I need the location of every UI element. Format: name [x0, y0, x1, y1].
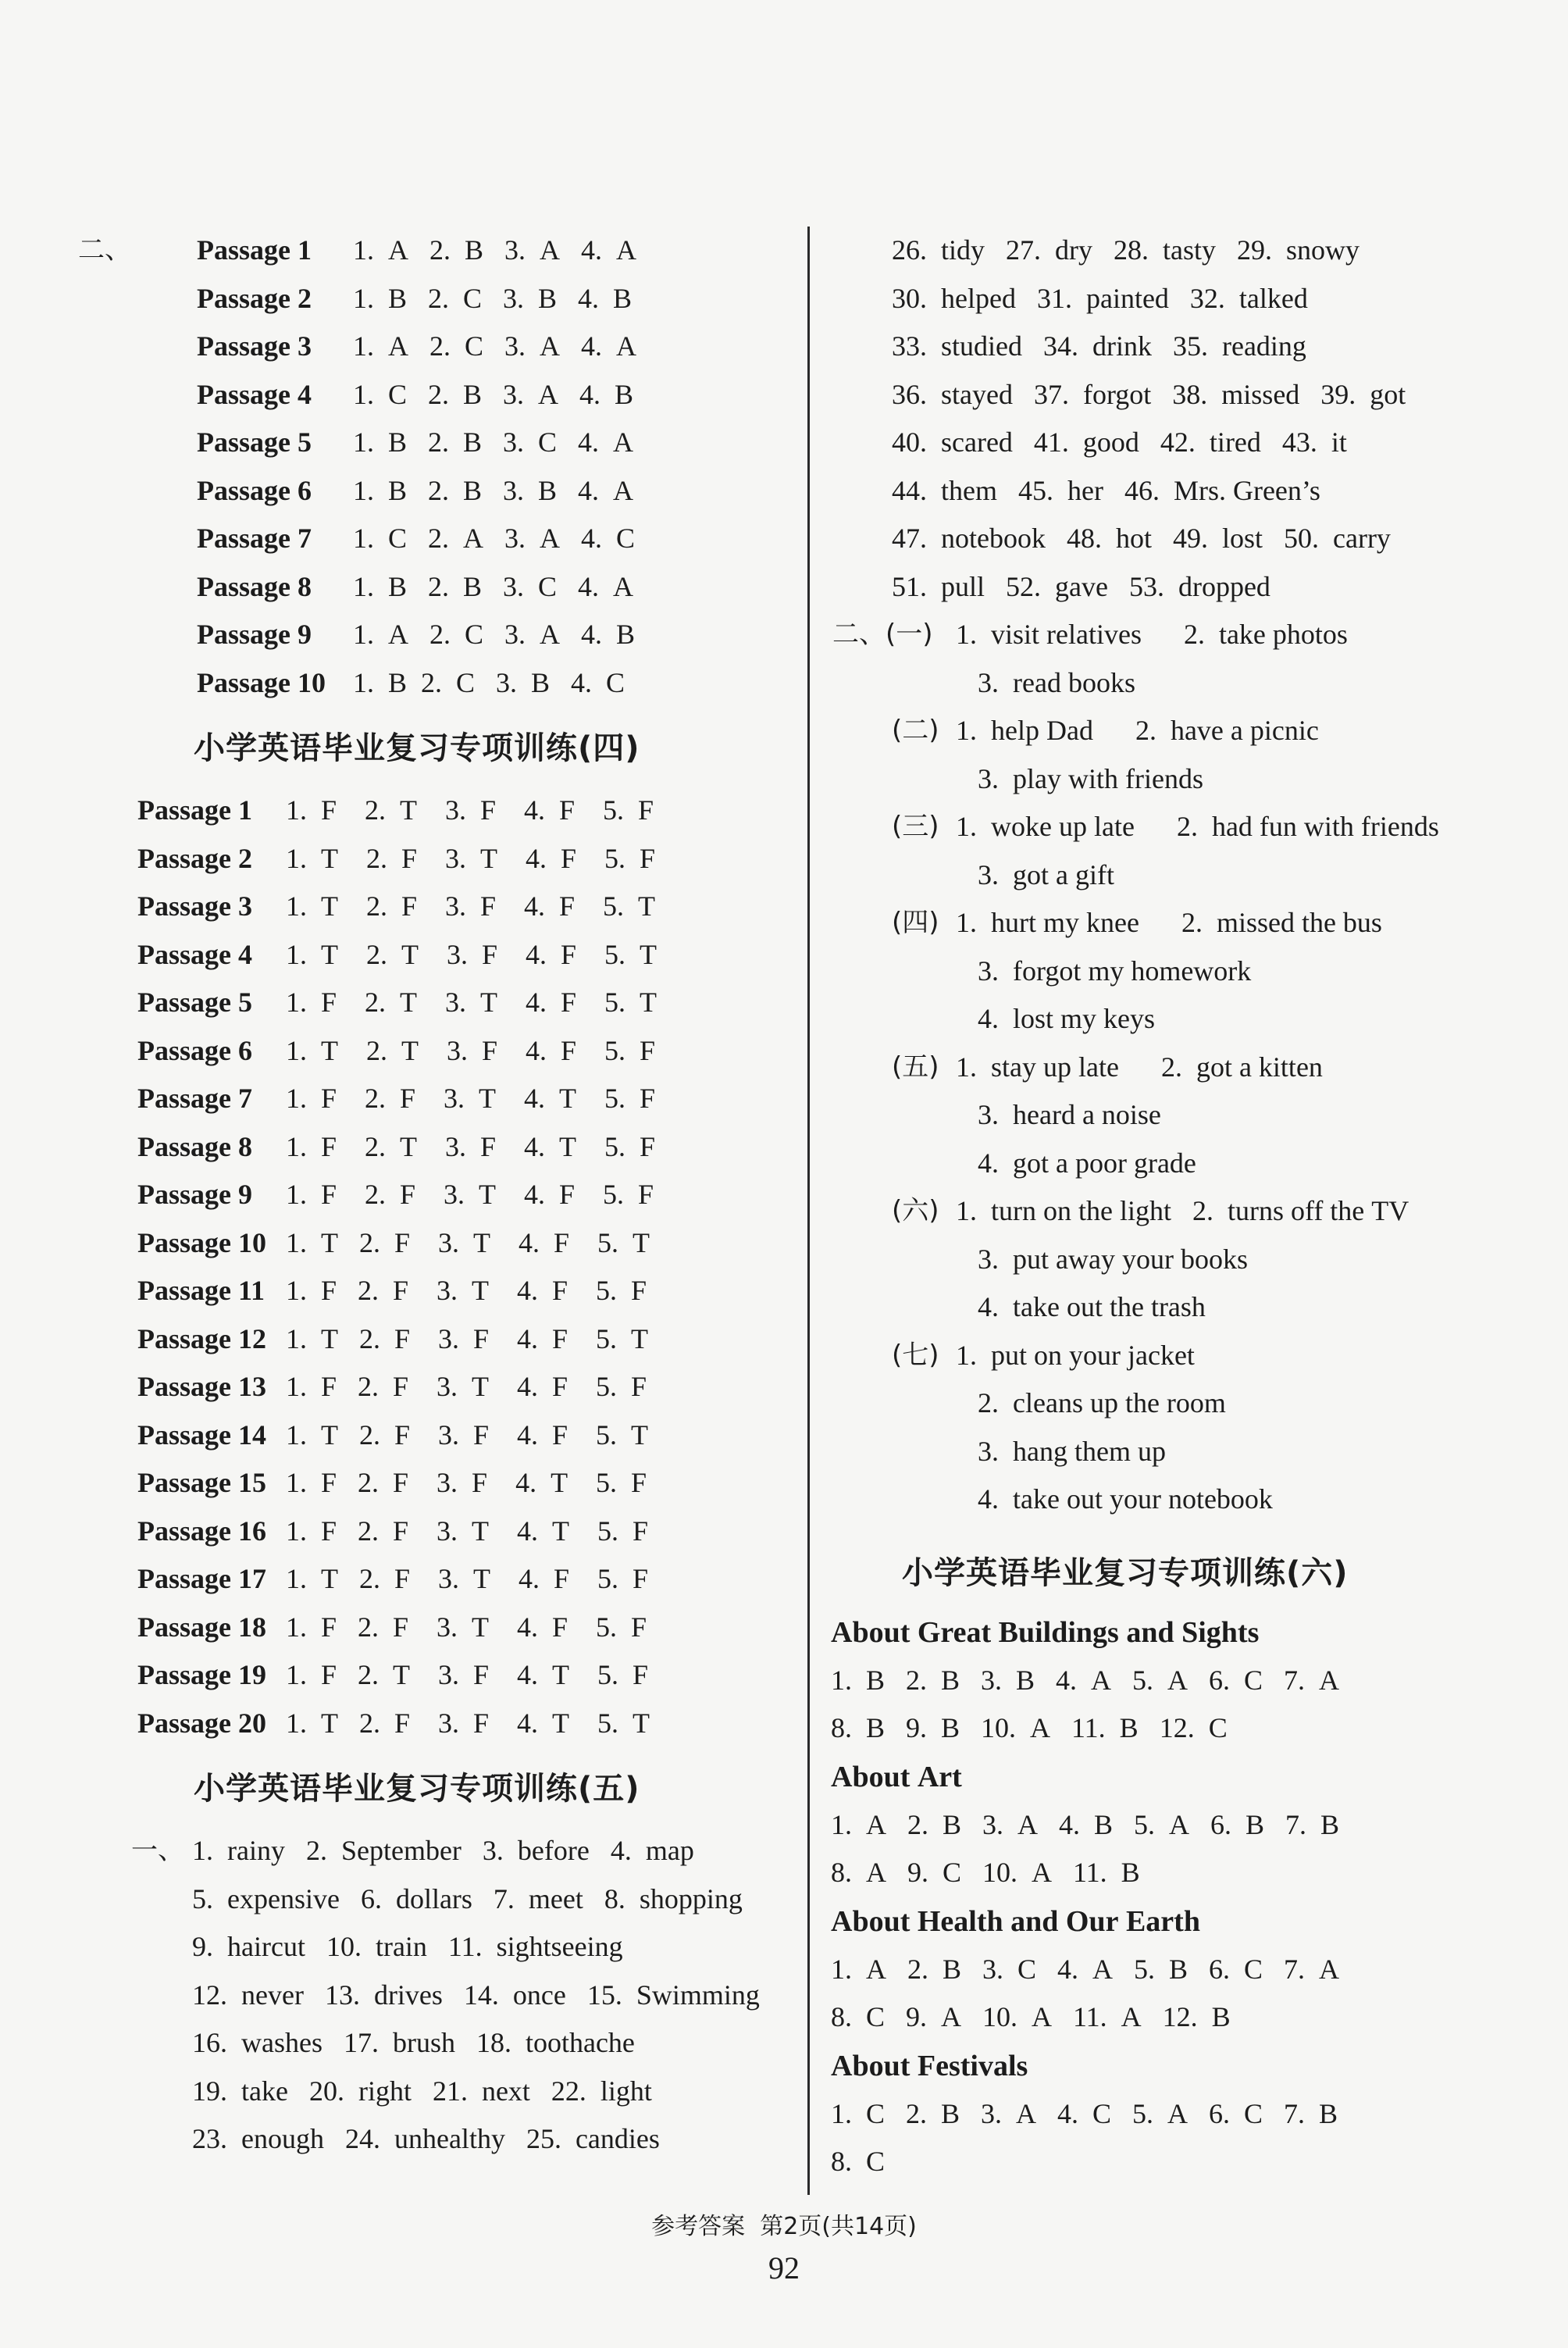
group-answer: 3. put away your books	[978, 1243, 1248, 1275]
group-line	[828, 803, 1531, 851]
answer-line	[828, 2090, 1531, 2139]
passage-label: Passage 1	[197, 234, 312, 266]
passage-row	[137, 1267, 781, 1315]
passage-row	[137, 1459, 781, 1508]
group-answer: 4. got a poor grade	[978, 1147, 1196, 1179]
group-answer: 1. visit relatives 2. take photos	[956, 619, 1348, 650]
group-line	[828, 1283, 1531, 1332]
passage-answers: 1. T 2. F 3. F 4. F 5. T	[286, 890, 656, 922]
passage-answers: 1. T 2. F 3. T 4. F 5. F	[286, 842, 656, 874]
passage-answers: 1. T 2. F 3. F 4. T 5. T	[286, 1707, 650, 1739]
answer-line	[828, 1849, 1531, 1897]
passage-label: Passage 14	[137, 1418, 266, 1451]
group-label: (六)	[892, 1195, 939, 1226]
answer-line	[125, 1923, 781, 1972]
right-column	[828, 227, 1531, 2186]
passage-row	[137, 1700, 781, 1748]
subsection-title: About Festivals	[831, 2049, 1028, 2082]
answer-line	[828, 1657, 1531, 1705]
group-line	[828, 1379, 1531, 1428]
passage-label: Passage 3	[197, 330, 312, 362]
passage-row	[137, 1411, 781, 1460]
answer-text: 44. them 45. her 46. Mrs. Green’s	[892, 474, 1320, 506]
group-answer: 1. turn on the light 2. turns off the TV	[956, 1195, 1409, 1226]
group-answer: 1. stay up late 2. got a kitten	[956, 1051, 1323, 1083]
passage-label: Passage 18	[137, 1611, 266, 1643]
passage-row	[125, 275, 781, 323]
group-answer: 1. woke up late 2. had fun with friends	[956, 811, 1439, 842]
part-label: 二、	[78, 234, 131, 266]
passage-answers: 1. B 2. C 3. B 4. B	[353, 282, 633, 314]
passage-answers: 1. T 2. F 3. T 4. F 5. T	[286, 1226, 650, 1258]
passage-answers: 1. B 2. B 3. C 4. A	[353, 570, 634, 602]
group-line	[828, 659, 1531, 708]
passage-answers: 1. F 2. T 3. F 4. T 5. F	[286, 1130, 656, 1162]
passage-label: Passage 11	[137, 1275, 265, 1306]
passage-row	[137, 835, 781, 883]
passage-answers: 1. T 2. F 3. F 4. F 5. T	[286, 1322, 649, 1354]
passage-label: Passage 5	[137, 987, 252, 1018]
group-line	[828, 1428, 1531, 1476]
passage-row	[137, 1363, 781, 1411]
passage-answers: 1. B 2. C 3. B 4. C	[353, 666, 625, 698]
answer-line	[828, 1946, 1531, 1994]
answer-text: 8. C 9. A 10. A 11. A 12. B	[831, 2001, 1231, 2032]
answer-line	[828, 227, 1531, 275]
group-answer: 3. read books	[978, 666, 1135, 698]
passage-label: Passage 1	[137, 794, 252, 826]
answer-line	[828, 2138, 1531, 2186]
passage-answers: 1. F 2. F 3. F 4. T 5. F	[286, 1467, 647, 1498]
group-answer: 2. cleans up the room	[978, 1387, 1226, 1418]
answer-text: 9. haircut 10. train 11. sightseeing	[192, 1931, 623, 1962]
passage-answers: 1. T 2. F 3. F 4. F 5. T	[286, 1418, 649, 1451]
column-divider	[807, 227, 810, 2195]
passage-row	[125, 371, 781, 419]
answer-text: 8. C	[831, 2146, 886, 2177]
passage-row	[125, 659, 781, 708]
group-line	[828, 947, 1531, 996]
group-answer: 3. forgot my homework	[978, 955, 1252, 987]
answer-text: 1. C 2. B 3. A 4. C 5. A 6. C 7. B	[831, 2097, 1338, 2129]
group-answer: 4. take out your notebook	[978, 1483, 1273, 1515]
passage-row	[137, 1219, 781, 1268]
left-column	[78, 227, 781, 2164]
passage-label: Passage 12	[137, 1322, 266, 1354]
passage-answers: 1. T 2. T 3. F 4. F 5. T	[286, 938, 657, 970]
passage-label: Passage 3	[137, 890, 252, 922]
answer-text: 26. tidy 27. dry 28. tasty 29. snowy	[892, 234, 1360, 266]
group-answer: 3. hang them up	[978, 1435, 1166, 1467]
answer-line	[125, 2068, 781, 2116]
group-answer: 1. help Dad 2. have a picnic	[956, 715, 1319, 746]
answer-line	[828, 515, 1531, 563]
passage-label: Passage 4	[137, 938, 252, 970]
answer-line	[125, 2115, 781, 2164]
group-answer: 1. hurt my knee 2. missed the bus	[956, 907, 1382, 938]
passage-answers: 1. T 2. F 3. T 4. F 5. F	[286, 1563, 649, 1594]
subsection-title: About Health and Our Earth	[831, 1904, 1200, 1938]
section-heading: 小学英语毕业复习专项训练(四)	[194, 730, 640, 766]
passage-answers: 1. F 2. T 3. T 4. F 5. T	[286, 987, 657, 1018]
answer-line	[828, 419, 1531, 467]
answer-line	[828, 1704, 1531, 1753]
answer-text: 16. washes 17. brush 18. toothache	[192, 2027, 635, 2058]
passage-row	[78, 227, 781, 275]
passage-row	[137, 1123, 781, 1172]
answer-text: 47. notebook 48. hot 49. lost 50. carry	[892, 523, 1391, 554]
answer-text: 30. helped 31. painted 32. talked	[892, 282, 1308, 314]
group-line	[828, 1044, 1531, 1092]
answer-text: 36. stayed 37. forgot 38. missed 39. got	[892, 378, 1406, 410]
passage-answers: 1. F 2. F 3. T 4. F 5. F	[286, 1611, 647, 1643]
group-label: (四)	[892, 907, 939, 938]
passage-answers: 1. F 2. F 3. T 4. T 5. F	[286, 1515, 649, 1547]
passage-label: Passage 13	[137, 1371, 266, 1402]
group-line	[828, 995, 1531, 1044]
part-label: 一、	[131, 1835, 184, 1866]
passage-row	[137, 1075, 781, 1123]
passage-label: Passage 7	[197, 523, 312, 554]
passage-label: Passage 15	[137, 1467, 266, 1498]
passage-label: Passage 6	[137, 1034, 252, 1066]
passage-answers: 1. F 2. F 3. T 4. T 5. F	[286, 1083, 656, 1114]
passage-label: Passage 8	[137, 1130, 252, 1162]
passage-label: Passage 10	[137, 1226, 266, 1258]
passage-answers: 1. F 2. F 3. T 4. F 5. F	[286, 1371, 647, 1402]
group-line	[828, 851, 1531, 900]
section-heading: 小学英语毕业复习专项训练(六)	[902, 1554, 1349, 1591]
group-answer: 3. heard a noise	[978, 1099, 1161, 1130]
group-line	[828, 1187, 1531, 1236]
passage-answers: 1. F 2. F 3. T 4. F 5. F	[286, 1275, 647, 1306]
passage-row	[137, 1651, 781, 1700]
passage-row	[137, 787, 781, 835]
passage-row	[137, 1508, 781, 1556]
group-answer: 3. got a gift	[978, 858, 1114, 890]
passage-row	[137, 979, 781, 1027]
passage-row	[125, 611, 781, 659]
passage-label: Passage 19	[137, 1659, 266, 1690]
passage-row	[125, 515, 781, 563]
answer-line	[828, 1801, 1531, 1850]
passage-answers: 1. F 2. F 3. T 4. F 5. F	[286, 1179, 654, 1210]
group-label: (一)	[886, 619, 933, 650]
group-label: (三)	[892, 811, 939, 842]
group-label: (二)	[892, 715, 939, 746]
group-line	[828, 1476, 1531, 1524]
section-heading: 小学英语毕业复习专项训练(五)	[194, 1771, 640, 1807]
passage-label: Passage 10	[197, 666, 326, 698]
passage-label: Passage 16	[137, 1515, 266, 1547]
group-answer: 4. lost my keys	[978, 1003, 1156, 1034]
group-line	[828, 707, 1531, 755]
answer-text: 40. scared 41. good 42. tired 43. it	[892, 426, 1347, 458]
subsection-title: About Art	[831, 1760, 962, 1793]
group-line	[828, 611, 1531, 659]
passage-label: Passage 20	[137, 1707, 266, 1739]
subsection-title: About Great Buildings and Sights	[831, 1615, 1260, 1649]
passage-row	[137, 1604, 781, 1652]
passage-answers: 1. B 2. B 3. B 4. A	[353, 474, 634, 506]
passage-row	[125, 467, 781, 516]
group-line	[828, 1091, 1531, 1140]
passage-row	[137, 1171, 781, 1219]
passage-answers: 1. B 2. B 3. C 4. A	[353, 426, 634, 458]
group-line	[828, 1236, 1531, 1284]
answer-text: 33. studied 34. drink 35. reading	[892, 330, 1306, 362]
passage-answers: 1. C 2. B 3. A 4. B	[353, 378, 634, 410]
group-label: (七)	[892, 1339, 939, 1371]
passage-label: Passage 8	[197, 570, 312, 602]
passage-answers: 1. T 2. T 3. F 4. F 5. F	[286, 1034, 656, 1066]
group-line	[828, 755, 1531, 804]
passage-label: Passage 2	[137, 842, 252, 874]
answer-line	[828, 563, 1531, 612]
passage-answers: 1. F 2. T 3. F 4. T 5. F	[286, 1659, 649, 1690]
answer-text: 8. B 9. B 10. A 11. B 12. C	[831, 1712, 1228, 1743]
answer-line	[125, 2019, 781, 2068]
passage-label: Passage 4	[197, 378, 312, 410]
passage-label: Passage 6	[197, 474, 312, 506]
answer-text: 23. enough 24. unhealthy 25. candies	[192, 2123, 660, 2154]
group-answer: 4. take out the trash	[978, 1291, 1206, 1322]
answer-line	[828, 275, 1531, 323]
passage-row	[125, 419, 781, 467]
group-line	[828, 899, 1531, 947]
group-line	[828, 1332, 1531, 1380]
passage-answers: 1. A 2. B 3. A 4. A	[353, 234, 637, 266]
answer-text: 1. A 2. B 3. A 4. B 5. A 6. B 7. B	[831, 1808, 1340, 1840]
answer-line	[125, 1827, 781, 1875]
answer-text: 1. A 2. B 3. C 4. A 5. B 6. C 7. A	[831, 1953, 1340, 1985]
passage-row	[137, 1315, 781, 1364]
answer-line	[125, 1972, 781, 2020]
group-label: (五)	[892, 1051, 939, 1083]
answer-text: 12. never 13. drives 14. once 15. Swimming	[192, 1979, 760, 2011]
passage-label: Passage 7	[137, 1083, 252, 1114]
passage-answers: 1. A 2. C 3. A 4. A	[353, 330, 637, 362]
passage-label: Passage 9	[137, 1179, 252, 1210]
answer-text: 5. expensive 6. dollars 7. meet 8. shopping	[192, 1882, 743, 1914]
passage-label: Passage 5	[197, 426, 312, 458]
passage-label: Passage 2	[197, 282, 312, 314]
answer-text: 19. take 20. right 21. next 22. light	[192, 2075, 652, 2107]
answer-line	[828, 1993, 1531, 2042]
page-number: 92	[768, 2250, 800, 2286]
passage-answers: 1. C 2. A 3. A 4. C	[353, 523, 636, 554]
answer-line	[828, 371, 1531, 419]
answer-line	[828, 323, 1531, 371]
passage-answers: 1. A 2. C 3. A 4. B	[353, 619, 636, 650]
passage-answers: 1. F 2. T 3. F 4. F 5. F	[286, 794, 654, 826]
passage-row	[137, 1027, 781, 1076]
passage-row	[125, 563, 781, 612]
answer-line	[828, 467, 1531, 516]
answer-text: 1. rainy 2. September 3. before 4. map	[192, 1835, 694, 1866]
passage-row	[137, 883, 781, 931]
passage-label: Passage 9	[197, 619, 312, 650]
answer-text: 1. B 2. B 3. B 4. A 5. A 6. C 7. A	[831, 1664, 1340, 1696]
passage-row	[137, 931, 781, 980]
answer-line	[125, 1875, 781, 1924]
passage-row	[125, 323, 781, 371]
group-answer: 1. put on your jacket	[956, 1339, 1195, 1371]
group-answer: 3. play with friends	[978, 762, 1203, 794]
answer-text: 51. pull 52. gave 53. dropped	[892, 570, 1270, 602]
passage-label: Passage 17	[137, 1563, 266, 1594]
passage-row	[137, 1555, 781, 1604]
footer-caption: 参考答案 第2页(共14页)	[651, 2213, 917, 2240]
answer-text: 8. A 9. C 10. A 11. B	[831, 1857, 1140, 1888]
group-line	[828, 1140, 1531, 1188]
part-label: 二、	[832, 619, 886, 650]
